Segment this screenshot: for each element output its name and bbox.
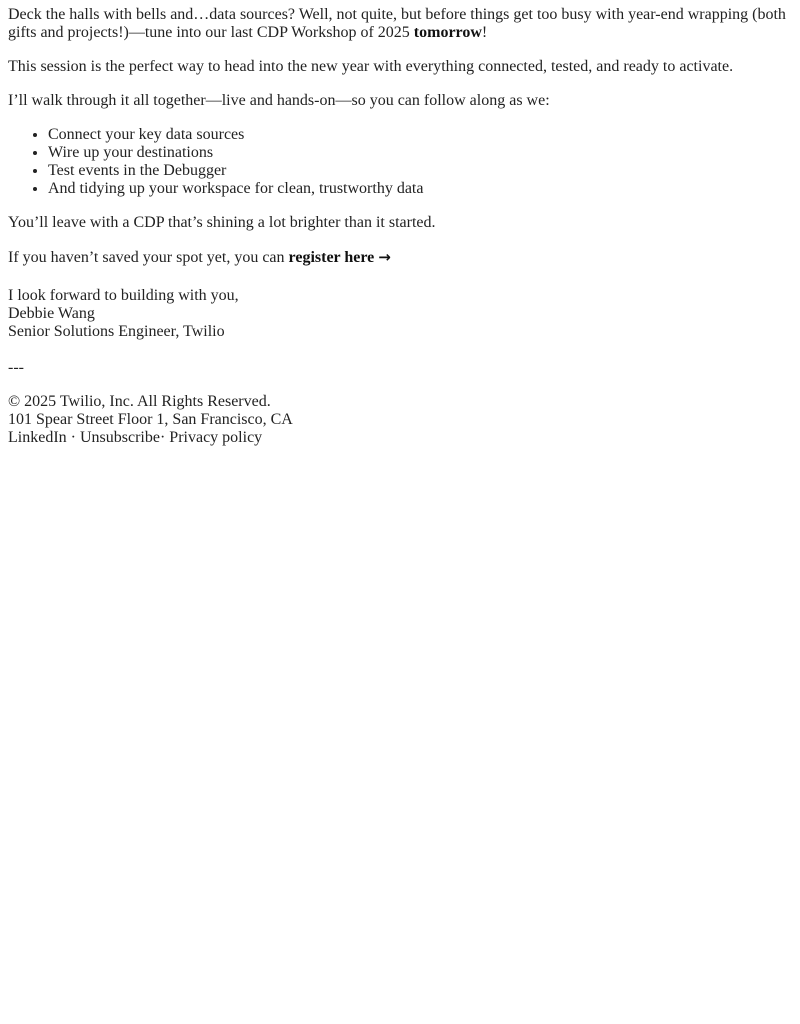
agenda-item-destinations: • Wire up your destinations	[48, 144, 792, 162]
footer-dot-separator: ·	[66, 429, 80, 446]
session-note: This session is the perfect way to head into the new year with everything connected, tested, and ready to activate.	[8, 58, 734, 75]
footer-dot-separator: ·	[159, 429, 170, 446]
footer-links	[8, 429, 792, 447]
privacy-policy-link[interactable]: Privacy policy	[169, 429, 263, 446]
email-body	[0, 0, 800, 447]
agenda-list	[8, 126, 792, 198]
register-link[interactable]	[289, 249, 391, 266]
signature-name: Debbie Wang	[8, 305, 95, 322]
unsubscribe-link[interactable]: Unsubscribe	[79, 429, 160, 446]
footer	[8, 393, 792, 447]
signature-block	[8, 287, 792, 341]
arrow-right-icon: →	[378, 248, 391, 266]
walkthrough-lead: I’ll walk through it all together—live and hands-on—so you can follow along as we:	[8, 92, 550, 109]
intro-end: !	[481, 24, 488, 41]
outcome-paragraph: You’ll leave with a CDP that’s shining a lot brighter than it started.	[8, 214, 436, 231]
register-link-label: register here	[288, 249, 375, 266]
signature-title: Senior Solutions Engineer, Twilio	[8, 323, 225, 340]
agenda-item-sources: • Connect your key data sources	[48, 126, 792, 144]
footer-address: 101 Spear Street Floor 1, San Francisco, CA	[8, 411, 293, 428]
register-paragraph	[8, 248, 792, 267]
agenda-item-workspace: • And tidying up your workspace for clean, trustworthy data	[48, 180, 792, 198]
intro-paragraph	[8, 6, 792, 42]
linkedin-link[interactable]: LinkedIn	[8, 429, 67, 446]
intro-emphasis: tomorrow	[413, 24, 482, 41]
agenda-item-debugger: • Test events in the Debugger	[48, 162, 792, 180]
register-lead: If you haven’t saved your spot yet, you can	[8, 249, 289, 266]
intro-text: Deck the halls with bells and…data sources? Well, not quite, but before things get too busy with year-end wrapping (both gifts and projects!)—tune into our last CDP Workshop of 2025	[8, 6, 786, 41]
separator: ---	[8, 359, 24, 376]
signature-closing: I look forward to building with you,	[8, 287, 239, 304]
footer-copyright: © 2025 Twilio, Inc. All Rights Reserved.	[8, 393, 271, 410]
